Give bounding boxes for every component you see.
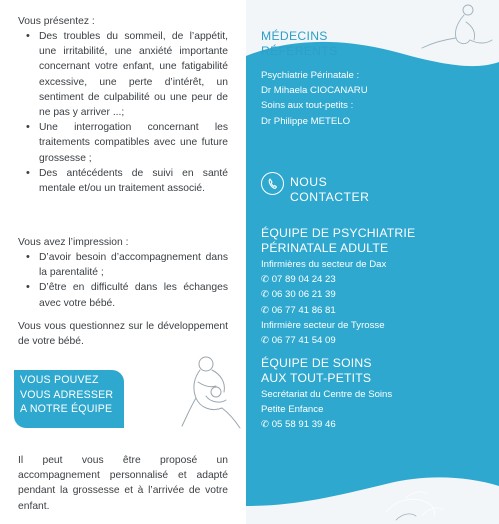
symptoms-list — [18, 29, 228, 196]
right-column — [246, 0, 499, 524]
list-item: • Une interrogation concernant les traitements compatibles avec une future grossesse ; — [18, 120, 228, 166]
questionnez-text: Vous vous questionnez sur le développement de votre bébé. — [18, 321, 228, 348]
impression-list — [18, 250, 228, 311]
contact-title: NOUS CONTACTER — [290, 175, 370, 204]
phone-icon — [261, 172, 284, 195]
callout-box — [14, 370, 124, 428]
callout-line: VOUS ADRESSER — [20, 388, 114, 401]
soins-team-info: Secrétariat du Centre de Soins Petite Enfance ✆ 05 58 91 39 46 — [261, 389, 393, 431]
callout-line: A NOTRE ÉQUIPE — [20, 403, 113, 415]
list-item: • Des antécédents de suivi en santé mentale et/ou un traitement associé. — [18, 166, 228, 196]
medecins-title: MÉDECINS RÉFÉRENTS — [261, 29, 338, 58]
medecins-info: Psychiatrie Périnatale : Dr Mihaela CIOCANARU Soins aux tout-petits : Dr Philippe METELO — [261, 70, 368, 127]
impression-text: Vous avez l’impression : — [18, 237, 129, 248]
callout-line: VOUS POUVEZ — [20, 374, 99, 386]
psy-team-info: Infirmières du secteur de Dax ✆ 07 89 04 24 23 ✆ 06 30 06 21 39 ✆ 06 77 41 86 81 Infirmière secteur de Tyrosse ✆ 06 77 41 54 09 — [261, 259, 387, 347]
list-item: • D’être en difficulté dans les échanges avec votre bébé. — [18, 280, 228, 310]
list-item: • D’avoir besoin d’accompagnement dans la parentalité ; — [18, 250, 228, 280]
soins-team-title: ÉQUIPE DE SOINS AUX TOUT-PETITS — [261, 356, 372, 385]
psy-team-title: ÉQUIPE DE PSYCHIATRIE PÉRINATALE ADULTE — [261, 226, 416, 255]
left-column — [0, 0, 246, 524]
list-item: • Des troubles du sommeil, de l’appétit, une irritabilité, une anxiété importante concernant votre enfant, une fatigabilité excessive, une perte d’intérêt, un sentiment de culpabilité ou une peur de ne pas y arriver ...; — [18, 29, 228, 120]
closing-text: Il peut vous être proposé un accompagnement personnalisé et adapté pendant la grossesse et à l’arrivée de votre enfant. — [18, 455, 228, 512]
mother-baby-illustration — [176, 352, 246, 432]
intro-text: Vous présentez : — [18, 16, 95, 27]
